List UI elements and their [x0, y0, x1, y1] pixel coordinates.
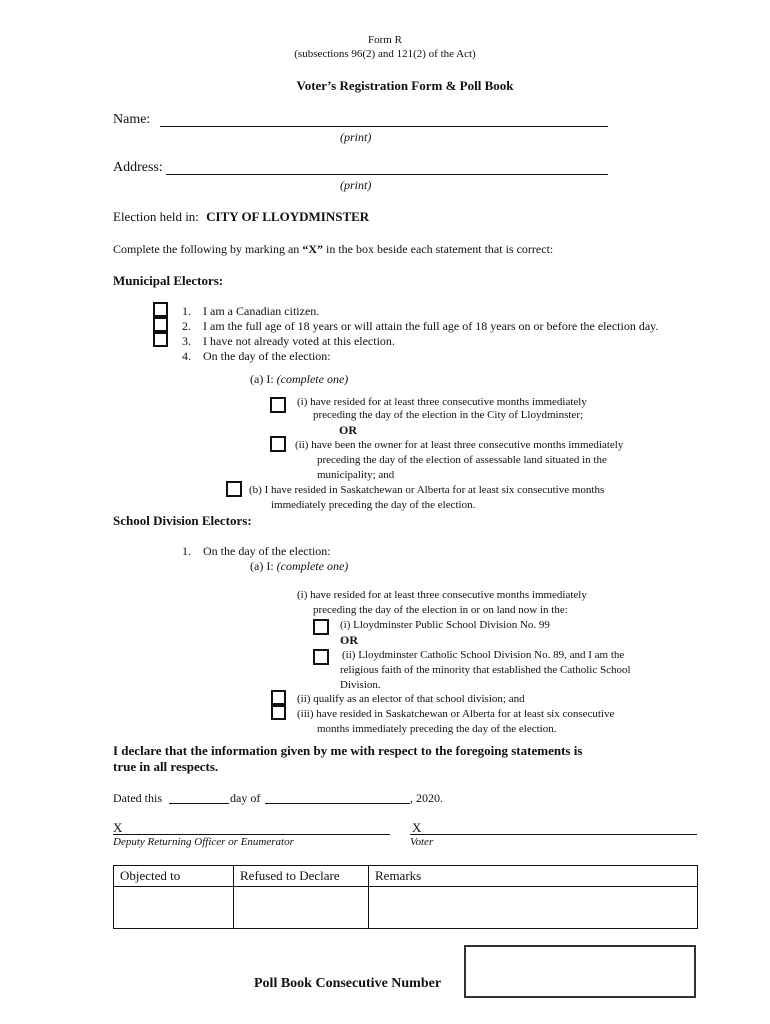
municipal-option-i-line2: preceding the day of the election in the City of Lloydminster;	[313, 409, 584, 421]
table-header-refused: Refused to Declare	[234, 866, 369, 887]
school-catholic-checkbox[interactable]	[313, 649, 329, 665]
municipal-sub-a	[250, 372, 348, 387]
municipal-option-i-checkbox[interactable]	[270, 397, 286, 413]
municipal-sub-a-prefix: (a) I:	[250, 372, 277, 386]
election-line	[113, 209, 369, 225]
municipal-checkbox-1[interactable]	[153, 302, 168, 317]
school-sub-a-prefix: (a) I:	[250, 559, 277, 573]
dated-suffix: , 2020.	[410, 791, 443, 805]
dated-mid: day of	[230, 791, 261, 805]
municipal-item-3-num: 3.	[182, 334, 191, 348]
dated-day-field[interactable]	[169, 803, 229, 804]
school-qualify-text: (ii) qualify as an elector of that school division; and	[297, 693, 525, 705]
municipal-item-4-num: 4.	[182, 349, 191, 363]
dated-prefix: Dated this	[113, 791, 162, 805]
table-header-objected: Objected to	[114, 866, 234, 887]
school-public-checkbox[interactable]	[313, 619, 329, 635]
school-item-1-text: On the day of the election:	[203, 544, 331, 558]
municipal-item-4-text: On the day of the election:	[203, 349, 331, 363]
municipal-item-2-num: 2.	[182, 319, 191, 333]
municipal-sub-a-note: (complete one)	[276, 372, 349, 386]
municipal-option-ii-line1: (ii) have been the owner for at least three consecutive months immediately	[295, 439, 624, 451]
school-resided-checkbox[interactable]	[271, 705, 286, 720]
municipal-item-2-text: I am the full age of 18 years or will attain the full age of 18 years on or before the election day.	[203, 319, 659, 333]
objection-table	[113, 865, 698, 929]
municipal-option-i-line1: (i) have resided for at least three consecutive months immediately	[297, 396, 587, 408]
school-sub-a-note: (complete one)	[276, 559, 349, 573]
school-qualify-checkbox[interactable]	[271, 690, 286, 705]
election-label: Election held in:	[113, 209, 199, 224]
declaration-line1: I declare that the information given by me with respect to the foregoing statements is	[113, 743, 583, 758]
deputy-signature-label: Deputy Returning Officer or Enumerator	[113, 836, 294, 848]
name-field[interactable]	[160, 126, 608, 127]
municipal-item-1-num: 1.	[182, 304, 191, 318]
school-item-1-num: 1.	[182, 544, 191, 558]
form-subsections: (subsections 96(2) and 121(2) of the Act)	[294, 48, 476, 60]
deputy-x-mark: X	[113, 820, 123, 835]
school-heading: School Division Electors:	[113, 513, 252, 528]
voter-x-mark: X	[412, 820, 422, 835]
poll-book-label: Poll Book Consecutive Number	[254, 976, 442, 991]
municipal-item-1-text: I am a Canadian citizen.	[203, 304, 320, 318]
school-catholic-line3: Division.	[340, 679, 381, 691]
school-or: OR	[340, 633, 358, 647]
municipal-option-b-checkbox[interactable]	[226, 481, 242, 497]
dated-month-field[interactable]	[265, 803, 410, 804]
school-resided-line1: (iii) have resided in Saskatchewan or Alberta for at least six consecutive	[297, 708, 615, 720]
school-resided-line2: months immediately preceding the day of the election.	[317, 723, 557, 735]
table-header-remarks: Remarks	[369, 866, 698, 887]
school-public-text: (i) Lloydminster Public School Division No. 99	[340, 619, 550, 631]
declaration-line2: true in all respects.	[113, 759, 219, 774]
remarks-cell[interactable]	[369, 887, 698, 929]
voter-signature-label: Voter	[410, 836, 434, 848]
name-hint: (print)	[340, 130, 372, 144]
school-catholic-line1: (ii) Lloydminster Catholic School Division No. 89, and I am the	[342, 649, 625, 661]
municipal-heading: Municipal Electors:	[113, 273, 224, 288]
address-hint: (print)	[340, 178, 372, 192]
name-label: Name:	[113, 112, 151, 127]
municipal-option-ii-line3: municipality; and	[317, 469, 395, 481]
school-sub-a	[250, 559, 348, 574]
instruction-after: in the box beside each statement that is correct:	[322, 242, 554, 256]
page-title: Voter’s Registration Form & Poll Book	[296, 78, 514, 93]
refused-cell[interactable]	[234, 887, 369, 929]
municipal-option-b-line2: immediately preceding the day of the election.	[271, 499, 476, 511]
deputy-signature-line[interactable]	[113, 834, 390, 835]
school-option-i-line2: preceding the day of the election in or on land now in the:	[313, 604, 568, 616]
municipal-item-3-text: I have not already voted at this election.	[203, 334, 395, 348]
municipal-or: OR	[339, 423, 357, 437]
instruction-text	[113, 242, 553, 257]
school-catholic-line2: religious faith of the minority that established the Catholic School	[340, 664, 631, 676]
instruction-before: Complete the following by marking an	[113, 242, 303, 256]
address-field[interactable]	[166, 174, 608, 175]
municipal-checkbox-3[interactable]	[153, 332, 168, 347]
table-header-row	[114, 866, 698, 887]
school-option-i-line1: (i) have resided for at least three consecutive months immediately	[297, 589, 587, 601]
election-value: CITY OF LLOYDMINSTER	[206, 209, 370, 224]
table-row	[114, 887, 698, 929]
municipal-option-ii-line2: preceding the day of the election of assessable land situated in the	[317, 454, 607, 466]
address-label: Address:	[113, 160, 163, 175]
instruction-mark: “X”	[302, 242, 323, 256]
municipal-option-ii-checkbox[interactable]	[270, 436, 286, 452]
municipal-option-b-line1: (b) I have resided in Saskatchewan or Alberta for at least six consecutive months	[249, 484, 605, 496]
poll-book-number-box[interactable]	[464, 945, 696, 998]
municipal-checkbox-2[interactable]	[153, 317, 168, 332]
voter-signature-line[interactable]	[410, 834, 697, 835]
objected-cell[interactable]	[114, 887, 234, 929]
form-label: Form R	[368, 34, 402, 46]
